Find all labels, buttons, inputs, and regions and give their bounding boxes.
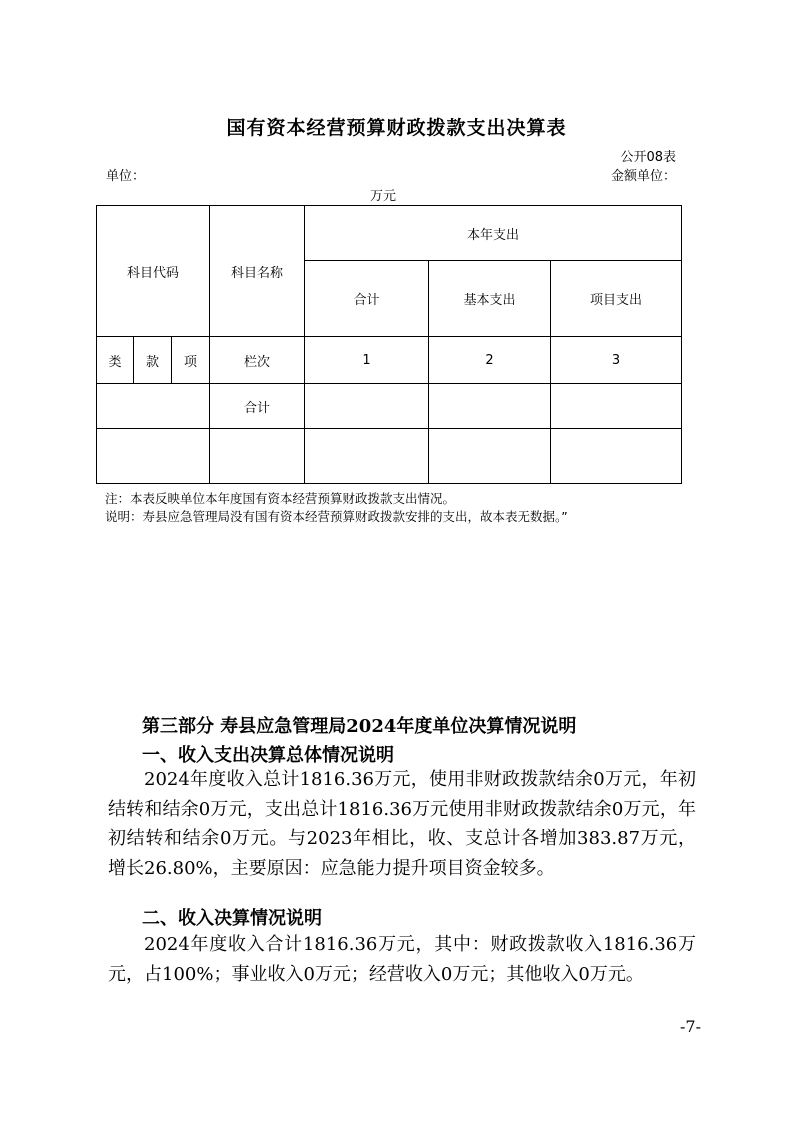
column-number-1: 1 bbox=[305, 337, 429, 384]
header-project-expense: 项目支出 bbox=[551, 261, 682, 337]
header-total: 合计 bbox=[305, 261, 429, 337]
empty-row-code-cell bbox=[97, 429, 210, 484]
table-explanation: 说明：寿县应急管理局没有国有资本经营预算财政拨款安排的支出，故本表无数据。” bbox=[105, 509, 568, 524]
section-one-heading: 一、收入支出决算总体情况说明 bbox=[142, 745, 394, 766]
table-number: 公开08表 bbox=[620, 150, 676, 165]
header-subject-name: 科目名称 bbox=[210, 206, 305, 337]
empty-row-project-cell bbox=[551, 429, 682, 484]
header-column-order: 栏次 bbox=[210, 337, 305, 384]
total-row-label: 合计 bbox=[210, 384, 305, 429]
expense-table bbox=[96, 205, 682, 484]
section-one-paragraph: 2024年度收入总计1816.36万元，使用非财政拨款结余0万元，年初结转和结余0万元，支出总计1816.36万元使用非财政拨款结余0万元，年初结转和结余0万元。与2023年相比，收、支总计各增加383.87万元，增长26.80%，主要原因：应急能力提升项目资金较多。 bbox=[108, 769, 696, 879]
total-row-total-cell bbox=[305, 384, 429, 429]
empty-row-name-cell bbox=[210, 429, 305, 484]
unit-label: 单位： bbox=[106, 169, 146, 184]
header-subject-code: 科目代码 bbox=[97, 206, 210, 337]
table-note: 注：本表反映单位本年度国有资本经营预算财政拨款支出情况。 bbox=[105, 491, 456, 506]
header-item: 项 bbox=[172, 337, 210, 384]
header-section: 款 bbox=[134, 337, 172, 384]
total-row-project-cell bbox=[551, 384, 682, 429]
section-two-paragraph: 2024年度收入合计1816.36万元，其中：财政拨款收入1816.36万元，占100%；事业收入0万元；经营收入0万元；其他收入0万元。 bbox=[108, 934, 696, 985]
total-row-basic-cell bbox=[429, 384, 551, 429]
header-basic-expense: 基本支出 bbox=[429, 261, 551, 337]
part-three-heading: 第三部分 寿县应急管理局2024年度单位决算情况说明 bbox=[142, 716, 577, 737]
section-two-heading: 二、收入决算情况说明 bbox=[142, 908, 322, 929]
table-title: 国有资本经营预算财政拨款支出决算表 bbox=[226, 117, 567, 139]
header-class: 类 bbox=[97, 337, 134, 384]
amount-unit-label: 金额单位： bbox=[610, 169, 676, 184]
total-row-code-cell bbox=[97, 384, 210, 429]
empty-row-total-cell bbox=[305, 429, 429, 484]
column-number-3: 3 bbox=[551, 337, 682, 384]
amount-unit-value: 万元 bbox=[370, 189, 397, 204]
empty-row-basic-cell bbox=[429, 429, 551, 484]
page-number: -7- bbox=[680, 1017, 701, 1036]
header-current-year-expense: 本年支出 bbox=[305, 206, 682, 261]
column-number-2: 2 bbox=[429, 337, 551, 384]
